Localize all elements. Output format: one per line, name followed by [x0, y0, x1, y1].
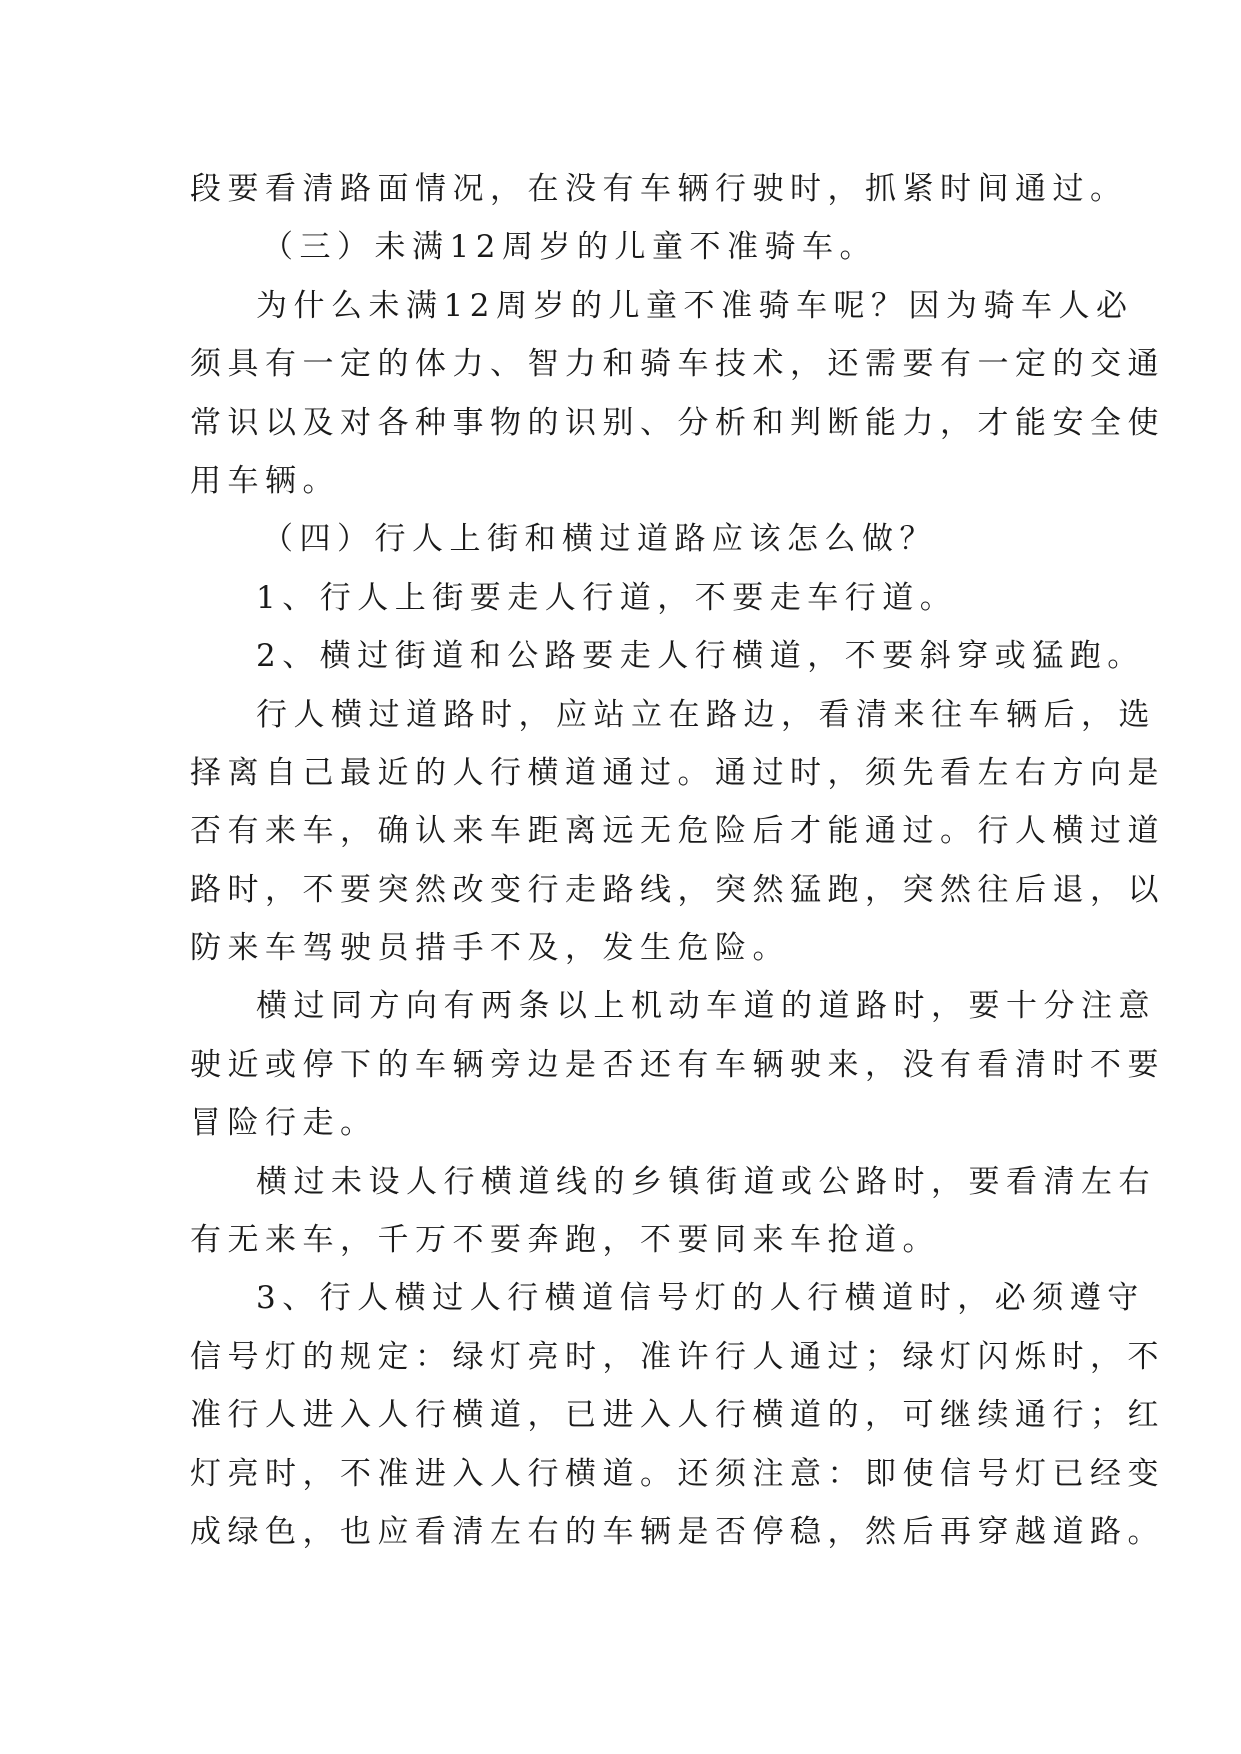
paragraph-line: 横过未设人行横道线的乡镇街道或公路时，要看清左右	[256, 1163, 1156, 1200]
section-heading: （四）行人上街和横过道路应该怎么做？	[262, 521, 937, 558]
paragraph-line: 段要看清路面情况，在没有车辆行驶时，抓紧时间通过。	[190, 171, 1128, 207]
list-item: 2、横过街道和公路要走人行横道，不要斜穿或猛跑。	[256, 638, 1145, 675]
paragraph-line: 用车辆。	[190, 462, 340, 499]
document-body	[190, 160, 1165, 1561]
paragraph-line: 防来车驾驶员措手不及，发生危险。	[190, 930, 790, 967]
paragraph-line: 横过同方向有两条以上机动车道的道路时，要十分注意	[256, 988, 1156, 1025]
paragraph-line: 择离自己最近的人行横道通过。通过时，须先看左右方向是	[190, 754, 1165, 791]
list-item: 3、行人横过人行横道信号灯的人行横道时，必须遵守	[256, 1280, 1145, 1317]
paragraph-line: 信号灯的规定：绿灯亮时，准许行人通过；绿灯闪烁时，不	[190, 1338, 1165, 1375]
paragraph-line: 冒险行走。	[190, 1105, 378, 1142]
paragraph-line: 准行人进入人行横道，已进入人行横道的，可继续通行；红	[190, 1397, 1165, 1434]
section-heading: （三）未满12周岁的儿童不准骑车。	[262, 229, 877, 266]
paragraph-line: 行人横过道路时，应站立在路边，看清来往车辆后，选	[256, 696, 1156, 733]
paragraph-line: 驶近或停下的车辆旁边是否还有车辆驶来，没有看清时不要	[190, 1046, 1165, 1083]
paragraph-line: 路时，不要突然改变行走路线，突然猛跑，突然往后退，以	[190, 871, 1165, 908]
list-item: 1、行人上街要走人行道，不要走车行道。	[256, 579, 958, 616]
paragraph-line: 成绿色，也应看清左右的车辆是否停稳，然后再穿越道路。	[190, 1513, 1165, 1550]
paragraph-line: 为什么未满12周岁的儿童不准骑车呢？因为骑车人必	[256, 287, 1134, 324]
paragraph-line: 常识以及对各种事物的识别、分析和判断能力，才能安全使	[190, 404, 1165, 441]
paragraph-line: 有无来车，千万不要奔跑，不要同来车抢道。	[190, 1222, 940, 1259]
paragraph-line: 须具有一定的体力、智力和骑车技术，还需要有一定的交通	[190, 346, 1165, 383]
paragraph-line: 灯亮时，不准进入人行横道。还须注意：即使信号灯已经变	[190, 1455, 1165, 1492]
paragraph-line: 否有来车，确认来车距离远无危险后才能通过。行人横过道	[190, 813, 1165, 850]
